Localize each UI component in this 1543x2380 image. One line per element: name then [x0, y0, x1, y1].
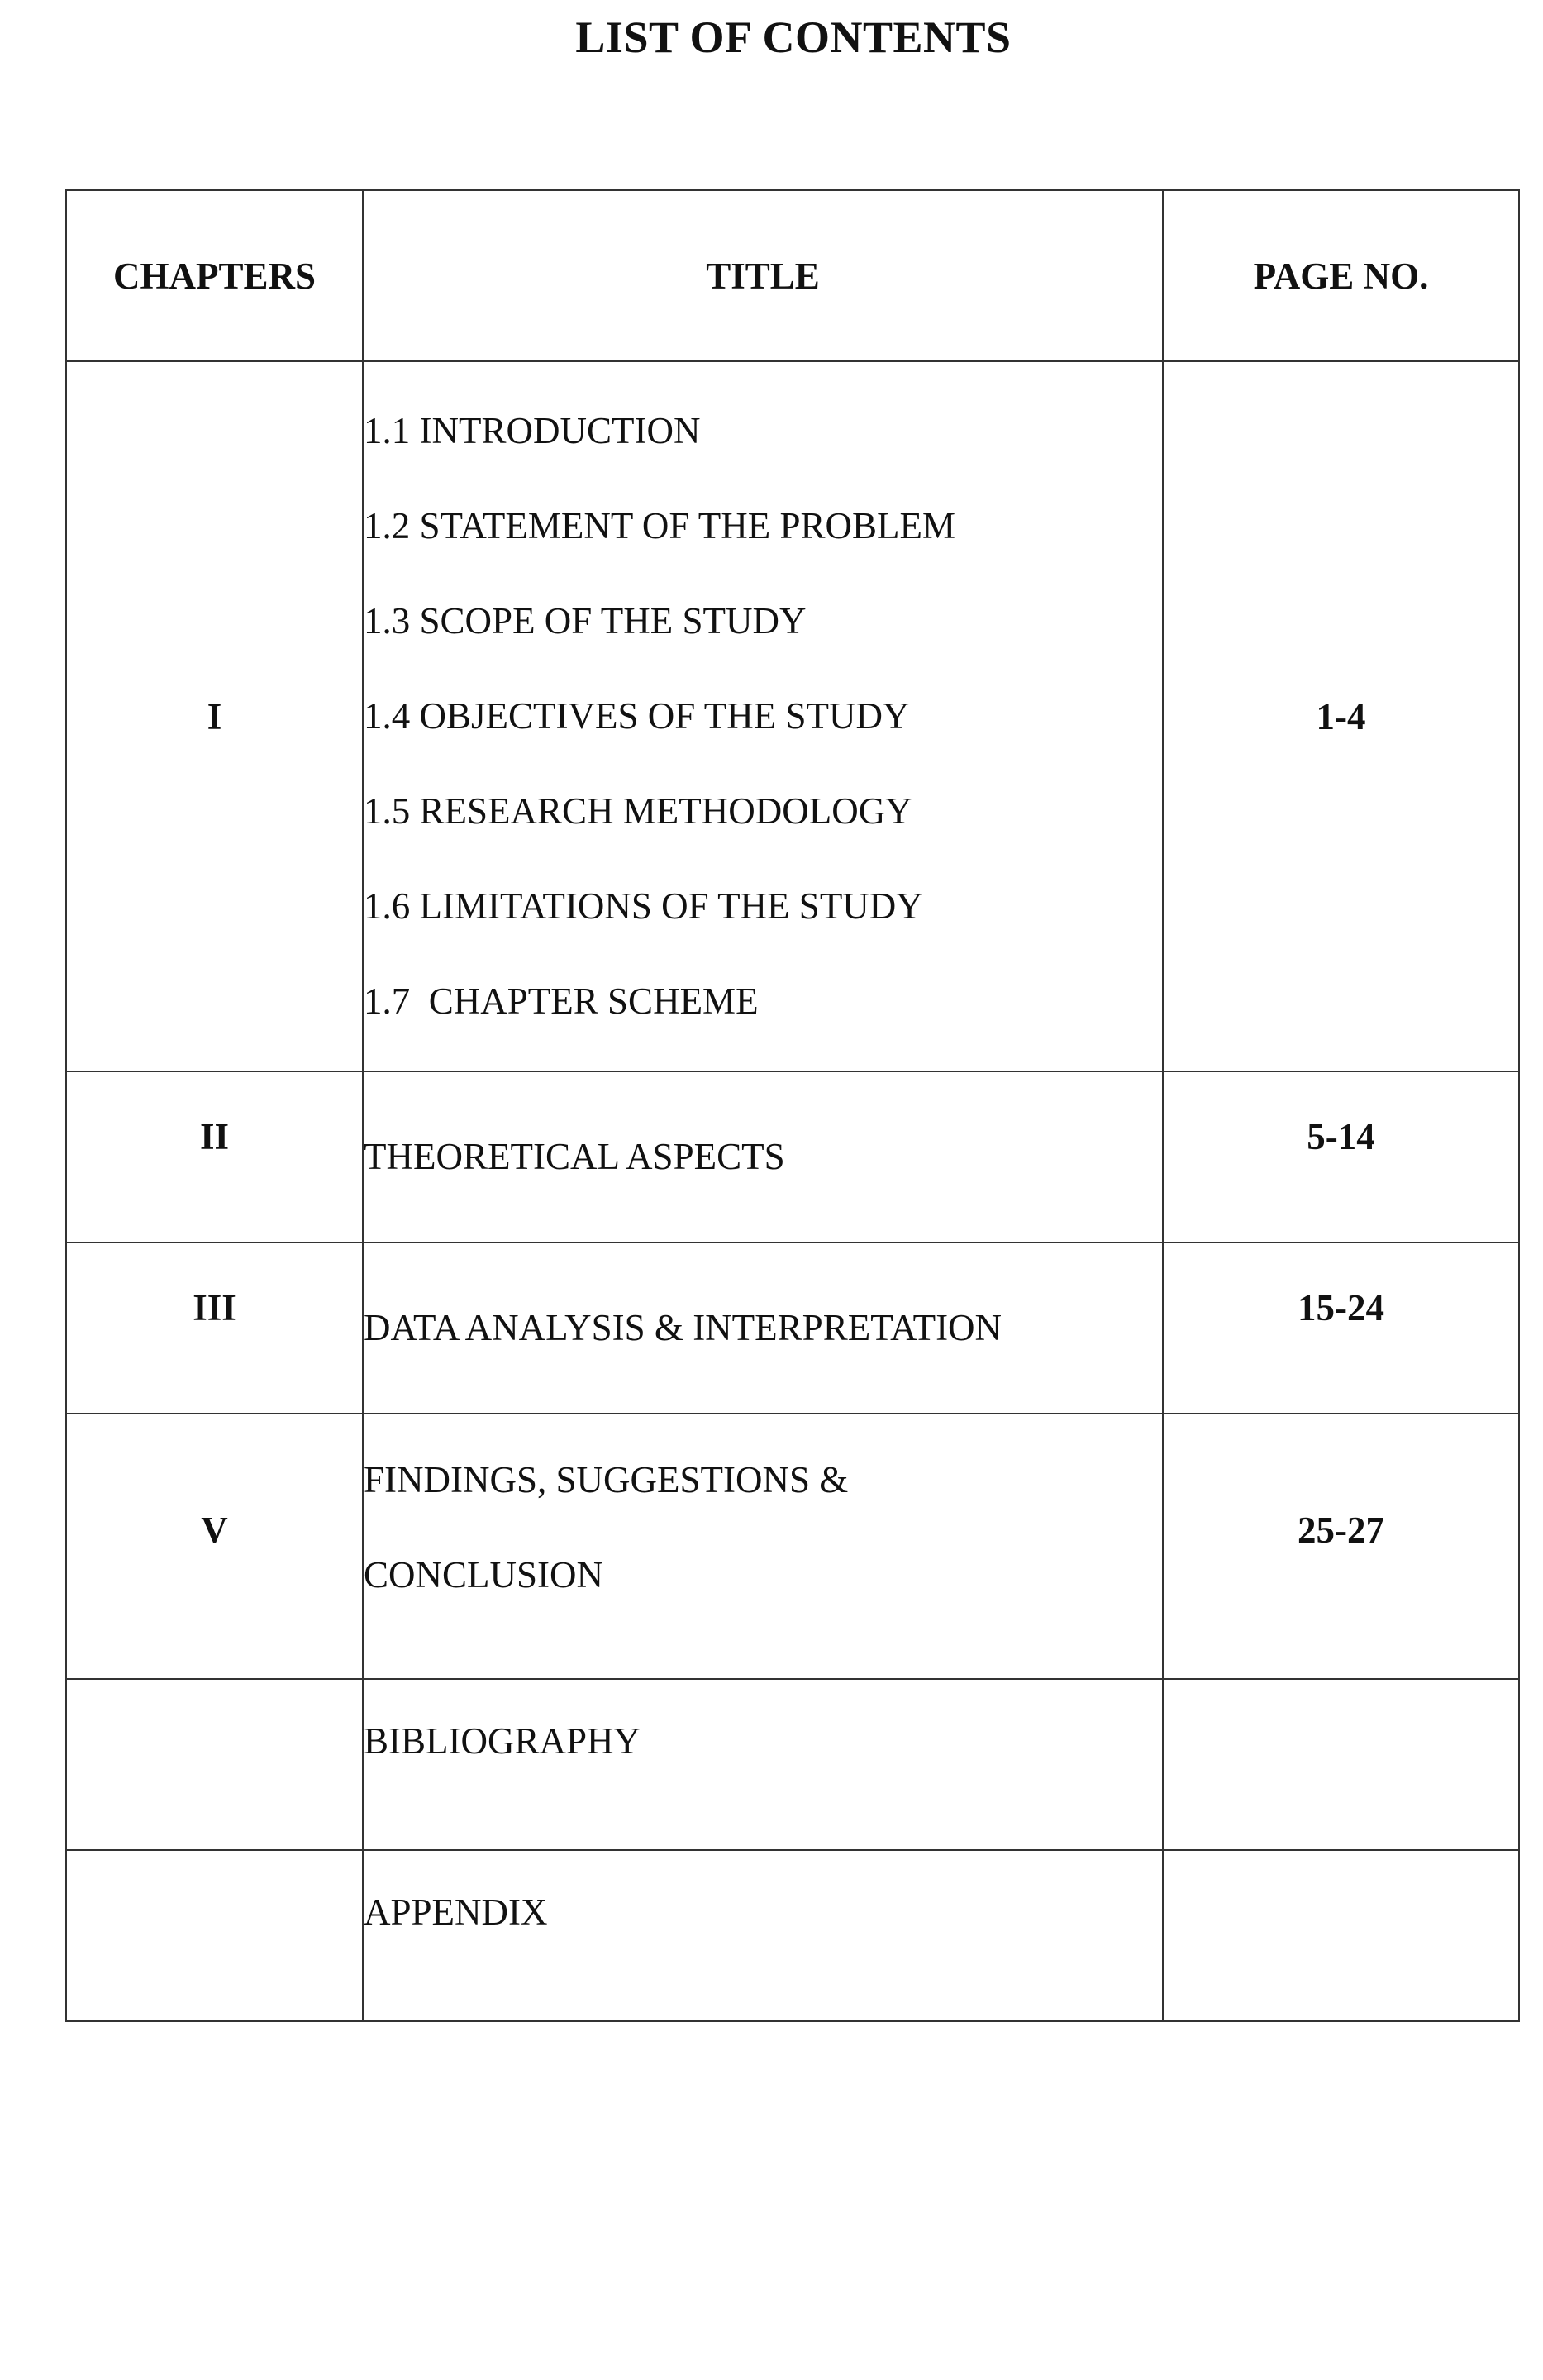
chapter-number: III [66, 1242, 363, 1414]
page-title: LIST OF CONTENTS [575, 12, 1012, 62]
header-chapters: CHAPTERS [66, 190, 363, 361]
chapter-number [66, 1679, 363, 1850]
contents-table [65, 189, 1520, 2022]
chapter-title-cell [363, 361, 1163, 1071]
table-row [66, 1071, 1519, 1242]
page-range: 15-24 [1163, 1242, 1519, 1414]
section-item: 1.6 LIMITATIONS OF THE STUDY [364, 885, 923, 927]
chapter-title-cell [363, 1414, 1163, 1679]
section-item: 1.7 CHAPTER SCHEME [364, 980, 759, 1022]
chapter-title: THEORETICAL ASPECTS [363, 1071, 1163, 1242]
chapter-title-line: CONCLUSION [364, 1554, 604, 1595]
section-item: 1.1 INTRODUCTION [364, 410, 701, 451]
chapter-number [66, 1850, 363, 2021]
page-range: 25-27 [1163, 1414, 1519, 1679]
table-row [66, 1679, 1519, 1850]
chapter-title-line: FINDINGS, SUGGESTIONS & [364, 1459, 849, 1500]
chapter-title: APPENDIX [363, 1850, 1163, 2021]
table-row [66, 1850, 1519, 2021]
page-range [1163, 1679, 1519, 1850]
header-page-no: PAGE NO. [1163, 190, 1519, 361]
section-item: 1.2 STATEMENT OF THE PROBLEM [364, 505, 956, 546]
section-item: 1.5 RESEARCH METHODOLOGY [364, 790, 912, 832]
table-header-row [66, 190, 1519, 361]
section-item: 1.3 SCOPE OF THE STUDY [364, 600, 807, 642]
table-row [66, 1242, 1519, 1414]
page-range [1163, 1850, 1519, 2021]
chapter-title: BIBLIOGRAPHY [363, 1679, 1163, 1850]
chapter-number: II [66, 1071, 363, 1242]
chapter-title: DATA ANALYSIS & INTERPRETATION [363, 1242, 1163, 1414]
section-item: 1.4 OBJECTIVES OF THE STUDY [364, 695, 910, 737]
chapter-number: I [66, 361, 363, 1071]
table-row [66, 361, 1519, 1071]
header-title: TITLE [363, 190, 1163, 361]
chapter-number: V [66, 1414, 363, 1679]
page-range: 5-14 [1163, 1071, 1519, 1242]
page-range: 1-4 [1163, 361, 1519, 1071]
table-row [66, 1414, 1519, 1679]
